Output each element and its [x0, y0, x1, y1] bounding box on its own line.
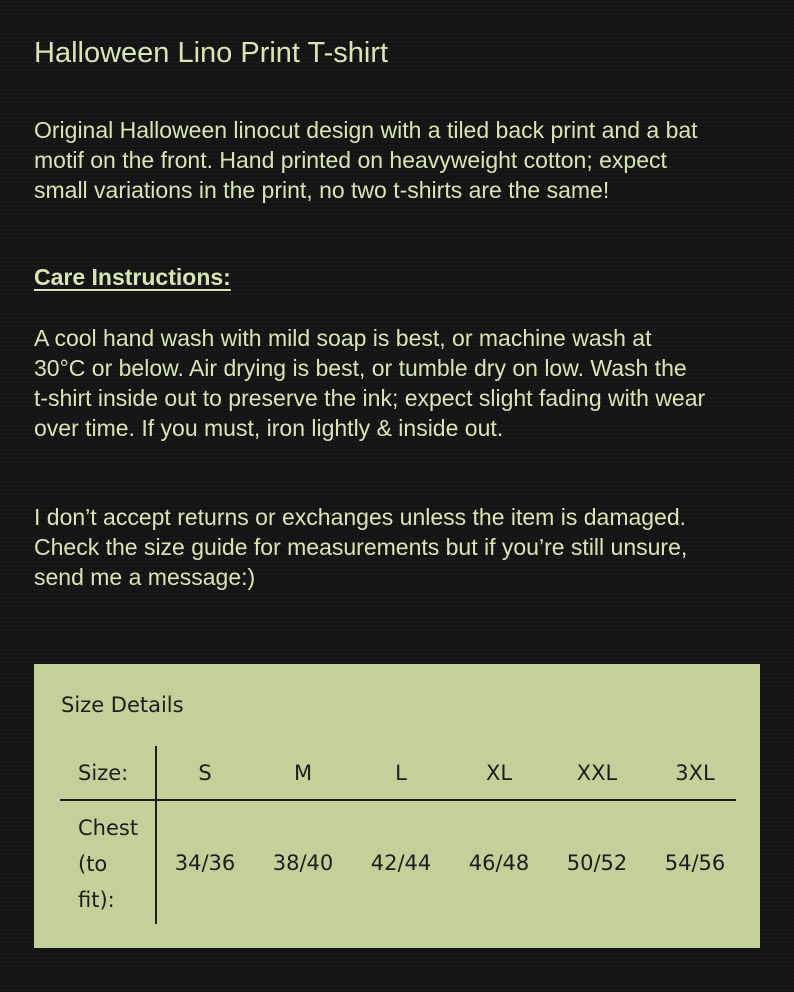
chest-value-cell: 42/44: [370, 851, 432, 875]
care-instructions-heading: Care Instructions:: [34, 264, 231, 290]
size-header-cell: M: [293, 761, 313, 785]
description-line: small variations in the print, no two t-shirts are the same!: [34, 177, 610, 203]
care-line: 30°C or below. Air drying is best, or tumble dry on low. Wash the: [34, 355, 687, 381]
size-header-cell: S: [198, 761, 212, 785]
product-description: [34, 115, 774, 205]
size-header-cell: XL: [485, 761, 513, 785]
chest-value-cell: 34/36: [174, 851, 236, 875]
chest-value-cell: 54/56: [664, 851, 726, 875]
returns-line: send me a message:): [34, 564, 256, 590]
product-title: Halloween Lino Print T-shirt: [34, 37, 389, 69]
chest-row-label: Chest (to fit):: [78, 816, 139, 912]
chest-value-cell: 50/52: [566, 851, 628, 875]
care-instructions-text: [34, 323, 774, 443]
returns-line: Check the size guide for measurements but if you’re still unsure,: [34, 534, 688, 560]
size-row-label: Size:: [78, 761, 129, 785]
size-header-cell: L: [395, 761, 407, 785]
returns-policy-text: [34, 502, 774, 592]
chest-value-cell: 38/40: [272, 851, 334, 875]
care-line: A cool hand wash with mild soap is best, or machine wash at: [34, 325, 652, 351]
returns-line: I don’t accept returns or exchanges unless the item is damaged.: [34, 504, 687, 530]
description-line: Original Halloween linocut design with a tiled back print and a bat: [34, 117, 698, 143]
size-details-title: Size Details: [61, 693, 184, 717]
care-line: over time. If you must, iron lightly & inside out.: [34, 415, 504, 441]
size-details-panel: [34, 664, 760, 948]
description-line: motif on the front. Hand printed on heavyweight cotton; expect: [34, 147, 667, 173]
size-header-cell: 3XL: [675, 761, 715, 785]
size-table: [60, 746, 736, 926]
table-horizontal-divider: [60, 799, 736, 801]
chest-value-cell: 46/48: [468, 851, 530, 875]
care-line: t-shirt inside out to preserve the ink; expect slight fading with wear: [34, 385, 706, 411]
size-header-cell: XXL: [576, 761, 618, 785]
